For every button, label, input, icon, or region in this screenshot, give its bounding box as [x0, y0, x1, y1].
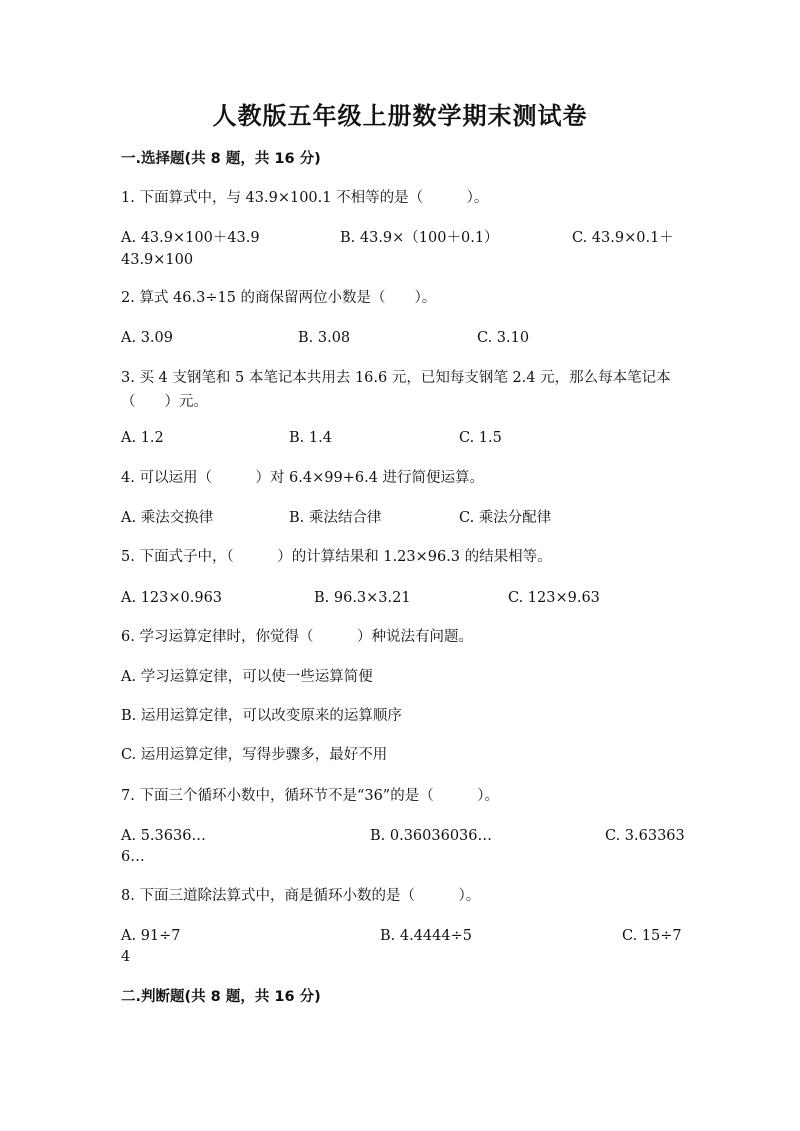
question-6-option-b: B. 运用运算定律，可以改变原来的运算顺序: [121, 708, 402, 724]
question-3-option-a: A. 1.2: [121, 430, 164, 446]
question-2-option-b: B. 3.08: [298, 330, 351, 346]
question-2-stem: 2. 算式 46.3÷15 的商保留两位小数是（ ）。: [121, 290, 437, 306]
question-2-option-a: A. 3.09: [121, 330, 173, 346]
question-1-stem: 1. 下面算式中，与 43.9×100.1 不相等的是（ ）。: [121, 190, 489, 206]
question-7-stem: 7. 下面三个循环小数中，循环节不是“36”的是（ ）。: [121, 788, 499, 804]
question-5-option-b: B. 96.3×3.21: [314, 590, 411, 606]
question-8-option-b: B. 4.4444÷5: [380, 928, 472, 944]
question-7-option-c-overflow: 6…: [121, 849, 145, 865]
section-heading-judgement: 二.判断题(共 8 题，共 16 分): [121, 989, 321, 1005]
question-5-stem: 5. 下面式子中，（ ）的计算结果和 1.23×96.3 的结果相等。: [121, 549, 552, 565]
question-7-option-b: B. 0.36036036…: [370, 828, 493, 844]
question-1-option-c: C. 43.9×0.1＋: [572, 230, 674, 246]
question-1-option-c-overflow: 43.9×100: [121, 252, 194, 268]
question-7-option-a: A. 5.3636…: [121, 828, 206, 844]
question-4-stem: 4. 可以运用（ ）对 6.4×99+6.4 进行简便运算。: [121, 470, 485, 486]
question-6-option-a: A. 学习运算定律，可以使一些运算简便: [121, 669, 373, 685]
question-6-stem: 6. 学习运算定律时，你觉得（ ）种说法有问题。: [121, 629, 473, 645]
section-heading-choice: 一.选择题(共 8 题，共 16 分): [121, 151, 321, 167]
question-3-stem: 3. 买 4 支钢笔和 5 本笔记本共用去 16.6 元，已知每支钢笔 2.4 元，那么每本笔记本（ ）元。: [121, 370, 671, 410]
question-8-stem: 8. 下面三道除法算式中，商是循环小数的是（ ）。: [121, 888, 481, 904]
question-5-option-a: A. 123×0.963: [121, 590, 223, 606]
question-8-option-c-overflow: 4: [121, 949, 131, 965]
question-3-option-b: B. 1.4: [289, 430, 332, 446]
question-1-option-b: B. 43.9×（100＋0.1）: [340, 230, 499, 246]
question-4-option-c: C. 乘法分配律: [459, 510, 552, 526]
question-5-option-c: C. 123×9.63: [508, 590, 600, 606]
question-8-option-a: A. 91÷7: [121, 928, 181, 944]
question-3-option-c: C. 1.5: [459, 430, 502, 446]
question-4-option-a: A. 乘法交换律: [121, 510, 214, 526]
question-8-option-c: C. 15÷7: [622, 928, 682, 944]
question-7-option-c: C. 3.63363: [605, 828, 685, 844]
question-4-option-b: B. 乘法结合律: [289, 510, 382, 526]
question-2-option-c: C. 3.10: [477, 330, 530, 346]
question-6-option-c: C. 运用运算定律，写得步骤多，最好不用: [121, 747, 388, 763]
page-title: 人教版五年级上册数学期末测试卷: [212, 101, 588, 130]
question-1-option-a: A. 43.9×100＋43.9: [121, 230, 260, 246]
